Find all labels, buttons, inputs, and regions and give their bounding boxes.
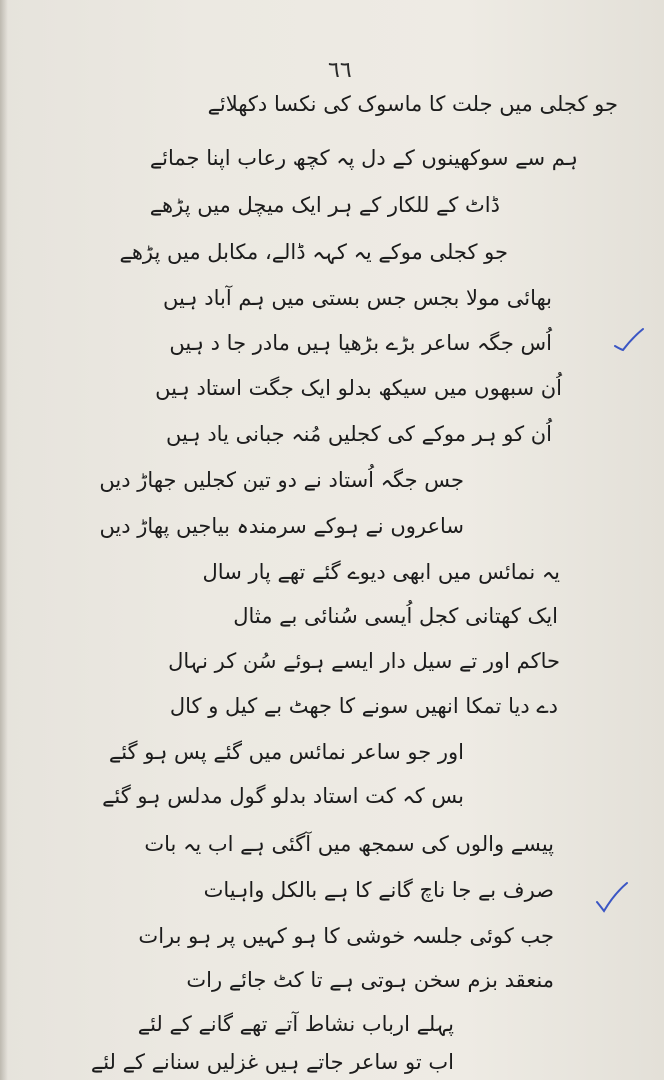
verse-line: ڈاٹ کے للکار کے ہر ایک میچل میں پڑھے [149, 193, 500, 217]
verse-line: دے دیا تمکا انھیں سونے کا جھٹ بے کیل و کال [169, 694, 558, 718]
verse-line: صرف بے جا ناچ گانے کا ہے بالکل واہیات [203, 878, 554, 902]
verse-line: اُن سبھوں میں سیکھ بدلو ایک جگت استاد ہیں [155, 376, 562, 400]
verse-line: حاکم اور تے سیل دار ایسے ہوئے سُن کر نہال [168, 649, 560, 673]
checkmark-icon [594, 880, 630, 914]
verse-line: اُس جگہ ساعر بڑے بڑھیا ہیں مادر جا د ہیں [169, 331, 552, 355]
verse-line: ایک کھتانی کجل اُیسی سُنائی بے مثال [233, 604, 558, 628]
verse-line: پہلے ارباب نشاط آتے تھے گانے کے لئے [137, 1012, 454, 1036]
verse-line: پیسے والوں کی سمجھ میں آگئی ہے اب یہ بات [144, 832, 554, 856]
page-gutter-shadow [0, 0, 8, 1080]
verse-line: جو کجلی موکے یہ کہہ ڈالے، مکابل میں پڑھے [119, 240, 508, 264]
verse-line: ہم سے سوکھینوں کے دل پہ کچھ رعاب اپنا جمائے [149, 146, 578, 170]
verse-line: جب کوئی جلسہ خوشی کا ہو کہیں پر ہو برات [138, 924, 554, 948]
checkmark-icon [612, 326, 646, 354]
verse-line: جو کجلی میں جلت کا ماسوک کی نکسا دکھلائے [207, 92, 618, 116]
verse-line: بھائی مولا بجس جس بستی میں ہم آباد ہیں [162, 286, 552, 310]
verse-line: اور جو ساعر نمائس میں گئے پس ہو گئے [108, 740, 464, 764]
verse-line: اب تو ساعر جاتے ہیں غزلیں سنانے کے لئے [90, 1050, 454, 1074]
verse-line: جس جگہ اُستاد نے دو تین کجلیں جھاڑ دیں [99, 468, 464, 492]
verse-line: منعقد بزم سخن ہوتی ہے تا کٹ جائے رات [186, 968, 554, 992]
verse-line: یہ نمائس میں ابھی دیوے گئے تھے پار سال [202, 560, 560, 584]
verse-line: بس کہ کت استاد بدلو گول مدلس ہو گئے [102, 784, 464, 808]
page-number: ٦٦ [328, 58, 352, 83]
verse-line: ساعروں نے ہوکے سرمندہ بیاجیں پھاڑ دیں [99, 514, 464, 538]
verse-line: اُن کو ہر موکے کی کجلیں مُنہ جبانی یاد ہیں [166, 422, 552, 446]
